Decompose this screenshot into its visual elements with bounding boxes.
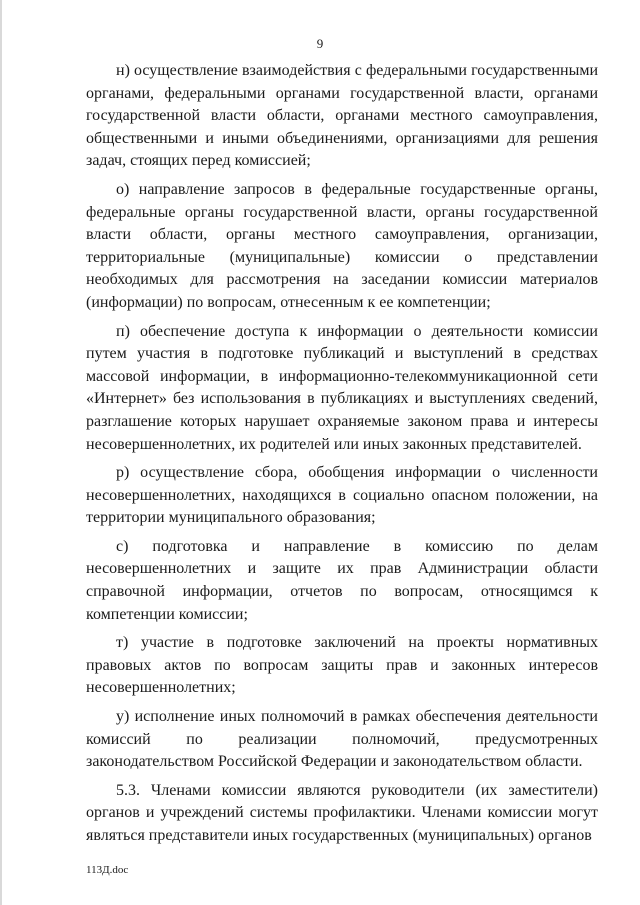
paragraph-5-3: 5.3. Членами комиссии являются руководители (их заместители) органов и учреждений системы профилактики. Членами комиссии могут являться представители иных государственных (муниципальных) органов — [86, 781, 598, 844]
document-body — [86, 60, 598, 848]
page-number: 9 — [316, 36, 324, 51]
page-edge-shadow — [0, 0, 2, 905]
paragraph-s: с) подготовка и направление в комиссию по делам несовершеннолетних и защите их прав Администрации области справочной информации, отчетов по вопросам, относящимся к компетенции комиссии; — [86, 537, 598, 623]
paragraph-o: о) направление запросов в федеральные государственные органы, федеральные органы государственной власти, органы государственной власти области, органы местного самоуправления, организации, территориальные (муниципальные) комиссии о представлении необходимых для рассмотрения на заседании комиссии материалов (информации) по вопросам, отнесенным к ее компетенции; — [86, 180, 598, 311]
paragraph-u: у) исполнение иных полномочий в рамках обеспечения деятельности комиссий по реализации полномочий, предусмотренных законодательством Российской Федерации и законодательством области. — [86, 708, 598, 771]
file-name-footer: 113Д.doc — [86, 864, 129, 876]
paragraph-p: п) обеспечение доступа к информации о деятельности комиссии путем участия в подготовке публикаций и выступлений в средствах массовой информации, в информационно-телекоммуникационной сети «Интернет» без использования в публикациях и выступлениях сведений, разглашение которых нарушает охраняемые законом права и интересы несовершеннолетних, их родителей или иных законных представителей. — [86, 322, 598, 453]
paragraph-t: т) участие в подготовке заключений на проекты нормативных правовых актов по вопросам защиты прав и законных интересов несовершеннолетних; — [86, 634, 598, 697]
paragraph-r: р) осуществление сбора, обобщения информации о численности несовершеннолетних, находящихся в социально опасном положении, на территории муниципального образования; — [86, 464, 598, 527]
paragraph-n: н) осуществление взаимодействия с федеральными государственными органами, федеральными органами государственной власти, органами государственной власти области, органами местного самоуправления, общественными и иными объединениями, организациями для решения задач, стоящих перед комиссией; — [86, 62, 598, 170]
